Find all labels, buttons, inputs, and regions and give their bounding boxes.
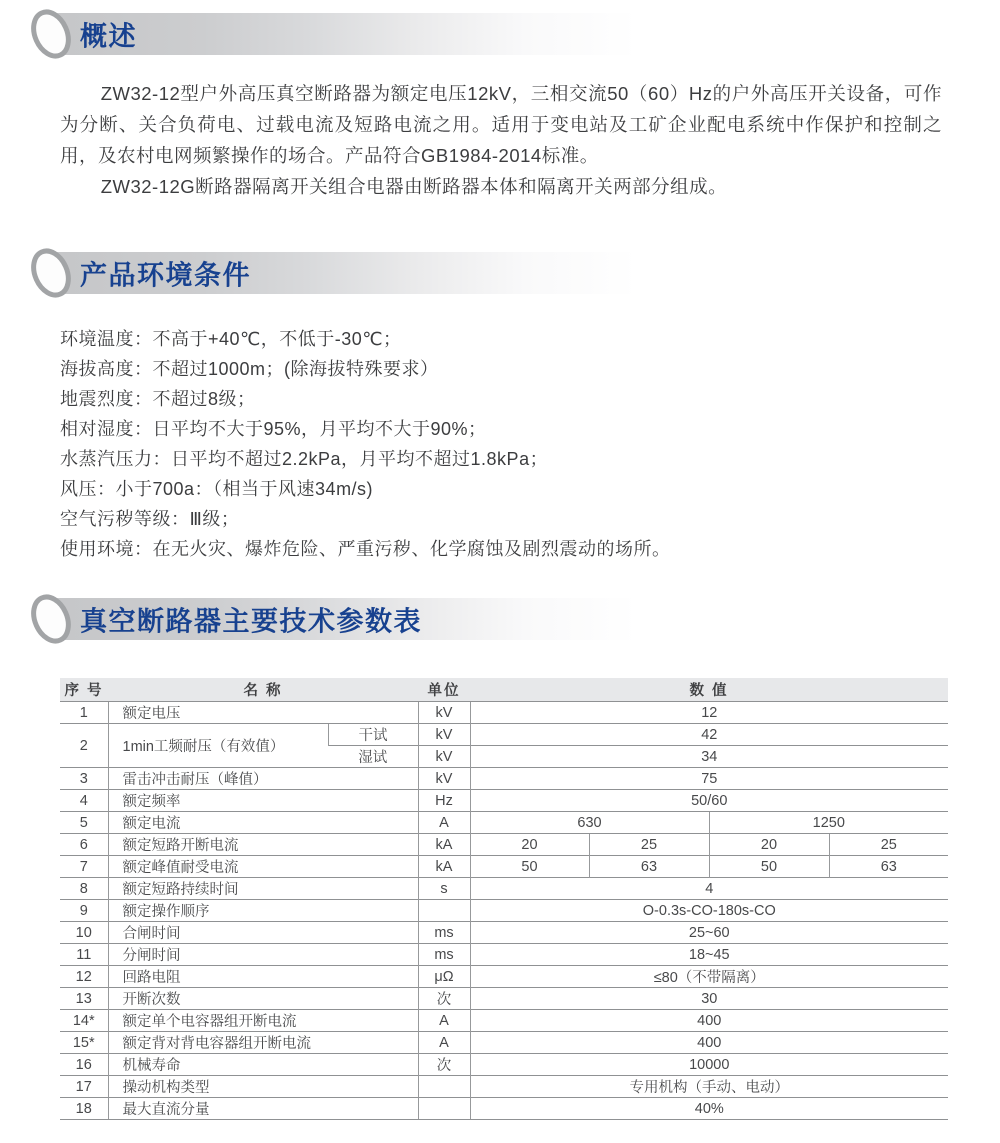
param-unit: Hz: [418, 790, 470, 812]
param-value: O-0.3s-CO-180s-CO: [470, 900, 948, 922]
param-value: 400: [470, 1032, 948, 1054]
page: [0, 13, 1000, 1143]
environment-list: [60, 324, 942, 564]
overview-text: [60, 78, 942, 202]
param-unit: kV: [418, 746, 470, 768]
list-item: 使用环境：在无火灾、爆炸危险、严重污秽、化学腐蚀及剧烈震动的场所。: [60, 539, 671, 559]
param-name: 额定短路持续时间: [108, 878, 418, 900]
param-unit: kV: [418, 702, 470, 724]
param-unit: kA: [418, 856, 470, 878]
param-unit: A: [418, 1010, 470, 1032]
table-row: [60, 768, 948, 790]
param-value: 20: [470, 834, 589, 856]
list-item: 地震烈度：不超过8级；: [60, 389, 256, 409]
param-no: 3: [60, 768, 108, 790]
param-value: 40%: [470, 1098, 948, 1120]
param-unit: s: [418, 878, 470, 900]
param-value: 10000: [470, 1054, 948, 1076]
list-item: 风压：小于700a：（相当于风速34m/s): [60, 479, 374, 499]
table-row: [60, 812, 948, 834]
param-name: 额定峰值耐受电流: [108, 856, 418, 878]
param-unit: ms: [418, 944, 470, 966]
param-no: 12: [60, 966, 108, 988]
overview-paragraph: ZW32-12G断路器隔离开关组合电器由断路器本体和隔离开关两部分组成。: [100, 176, 728, 197]
col-header-name: 名 称: [108, 678, 418, 702]
table-row: [60, 944, 948, 966]
param-name: 最大直流分量: [108, 1098, 418, 1120]
param-value: 25: [589, 834, 709, 856]
param-name: 1min工频耐压（有效值）: [108, 724, 328, 768]
param-value: 63: [829, 856, 948, 878]
param-no: 5: [60, 812, 108, 834]
param-name: 分闸时间: [108, 944, 418, 966]
param-no: 8: [60, 878, 108, 900]
table-row: [60, 724, 948, 746]
param-value: 50: [709, 856, 829, 878]
section-title: 产品环境条件: [80, 260, 251, 291]
section-title: 真空断路器主要技术参数表: [80, 606, 422, 637]
list-item: 水蒸汽压力：日平均不超过2.2kPa，月平均不超过1.8kPa；: [60, 449, 549, 469]
list-item: 空气污秽等级：Ⅲ级；: [60, 509, 240, 529]
col-header-no: 序 号: [60, 678, 108, 702]
param-name: 额定电流: [108, 812, 418, 834]
param-no: 9: [60, 900, 108, 922]
section-header-overview: [0, 13, 1000, 55]
param-unit: kV: [418, 768, 470, 790]
param-no: 6: [60, 834, 108, 856]
param-value: 30: [470, 988, 948, 1010]
param-name: 操动机构类型: [108, 1076, 418, 1098]
cylinder-cap-icon: [23, 247, 79, 304]
param-unit: 次: [418, 1054, 470, 1076]
cylinder-cap-icon: [23, 593, 79, 650]
param-value: 42: [470, 724, 948, 746]
param-unit: [418, 900, 470, 922]
param-value: 4: [470, 878, 948, 900]
section-title: 概述: [80, 21, 137, 52]
list-item: 海拔高度：不超过1000m；(除海拔特殊要求）: [60, 359, 439, 379]
table-header-row: [60, 678, 948, 702]
section-header-parameters: [0, 598, 1000, 640]
param-unit: kV: [418, 724, 470, 746]
param-name: 额定背对背电容器组开断电流: [108, 1032, 418, 1054]
param-value: 50/60: [470, 790, 948, 812]
cylinder-cap-icon: [23, 8, 79, 65]
param-unit: A: [418, 1032, 470, 1054]
param-name: 额定短路开断电流: [108, 834, 418, 856]
param-value: 20: [709, 834, 829, 856]
param-value: 18~45: [470, 944, 948, 966]
param-value: 50: [470, 856, 589, 878]
param-value: 630: [470, 812, 709, 834]
param-name: 回路电阻: [108, 966, 418, 988]
param-value: 专用机构（手动、电动）: [470, 1076, 948, 1098]
param-no: 18: [60, 1098, 108, 1120]
table-row: [60, 878, 948, 900]
param-no: 4: [60, 790, 108, 812]
param-no: 11: [60, 944, 108, 966]
param-no: 17: [60, 1076, 108, 1098]
param-unit: μΩ: [418, 966, 470, 988]
table-row: [60, 1076, 948, 1098]
overview-paragraph: ZW32-12型户外高压真空断路器为额定电压12kV，三相交流50（60）Hz的户外高压开关设备，可作为分断、关合负荷电、过载电流及短路电流之用。适用于变电站及工矿企业配电系统中作保护和控制之用，及农村电网频繁操作的场合。产品符合GB1984-2014标准。: [60, 83, 942, 166]
param-unit: 次: [418, 988, 470, 1010]
param-no: 14*: [60, 1010, 108, 1032]
param-value: 1250: [709, 812, 948, 834]
param-no: 2: [60, 724, 108, 768]
table-row: [60, 856, 948, 878]
param-no: 10: [60, 922, 108, 944]
param-value: 63: [589, 856, 709, 878]
param-value: 25~60: [470, 922, 948, 944]
param-name: 雷击冲击耐压（峰值）: [108, 768, 418, 790]
table-row: [60, 900, 948, 922]
param-value: 12: [470, 702, 948, 724]
list-item: 相对湿度：日平均不大于95%，月平均不大于90%；: [60, 419, 487, 439]
table-row: [60, 834, 948, 856]
param-name: 额定操作顺序: [108, 900, 418, 922]
table-row: [60, 1010, 948, 1032]
param-no: 7: [60, 856, 108, 878]
param-name: 额定频率: [108, 790, 418, 812]
parameters-table: [60, 678, 948, 1120]
param-unit: kA: [418, 834, 470, 856]
table-row: [60, 988, 948, 1010]
table-row: [60, 790, 948, 812]
table-row: [60, 1032, 948, 1054]
table-row: [60, 1054, 948, 1076]
param-value: 25: [829, 834, 948, 856]
table-row: [60, 702, 948, 724]
param-unit: [418, 1076, 470, 1098]
param-name: 额定电压: [108, 702, 418, 724]
param-no: 1: [60, 702, 108, 724]
param-no: 15*: [60, 1032, 108, 1054]
param-value: 34: [470, 746, 948, 768]
param-sub-label: 湿试: [328, 746, 418, 768]
param-no: 16: [60, 1054, 108, 1076]
param-sub-label: 干试: [328, 724, 418, 746]
param-name: 合闸时间: [108, 922, 418, 944]
table-row: [60, 922, 948, 944]
param-value: ≤80（不带隔离）: [470, 966, 948, 988]
param-name: 机械寿命: [108, 1054, 418, 1076]
param-unit: A: [418, 812, 470, 834]
list-item: 环境温度：不高于+40℃，不低于-30℃；: [60, 329, 402, 349]
param-unit: ms: [418, 922, 470, 944]
param-name: 额定单个电容器组开断电流: [108, 1010, 418, 1032]
section-header-environment: [0, 252, 1000, 294]
param-value: 75: [470, 768, 948, 790]
param-no: 13: [60, 988, 108, 1010]
param-value: 400: [470, 1010, 948, 1032]
param-unit: [418, 1098, 470, 1120]
section-bar: [46, 13, 916, 55]
table-row: [60, 1098, 948, 1120]
param-name: 开断次数: [108, 988, 418, 1010]
col-header-value: 数 值: [470, 678, 948, 702]
table-row: [60, 966, 948, 988]
col-header-unit: 单位: [418, 678, 470, 702]
